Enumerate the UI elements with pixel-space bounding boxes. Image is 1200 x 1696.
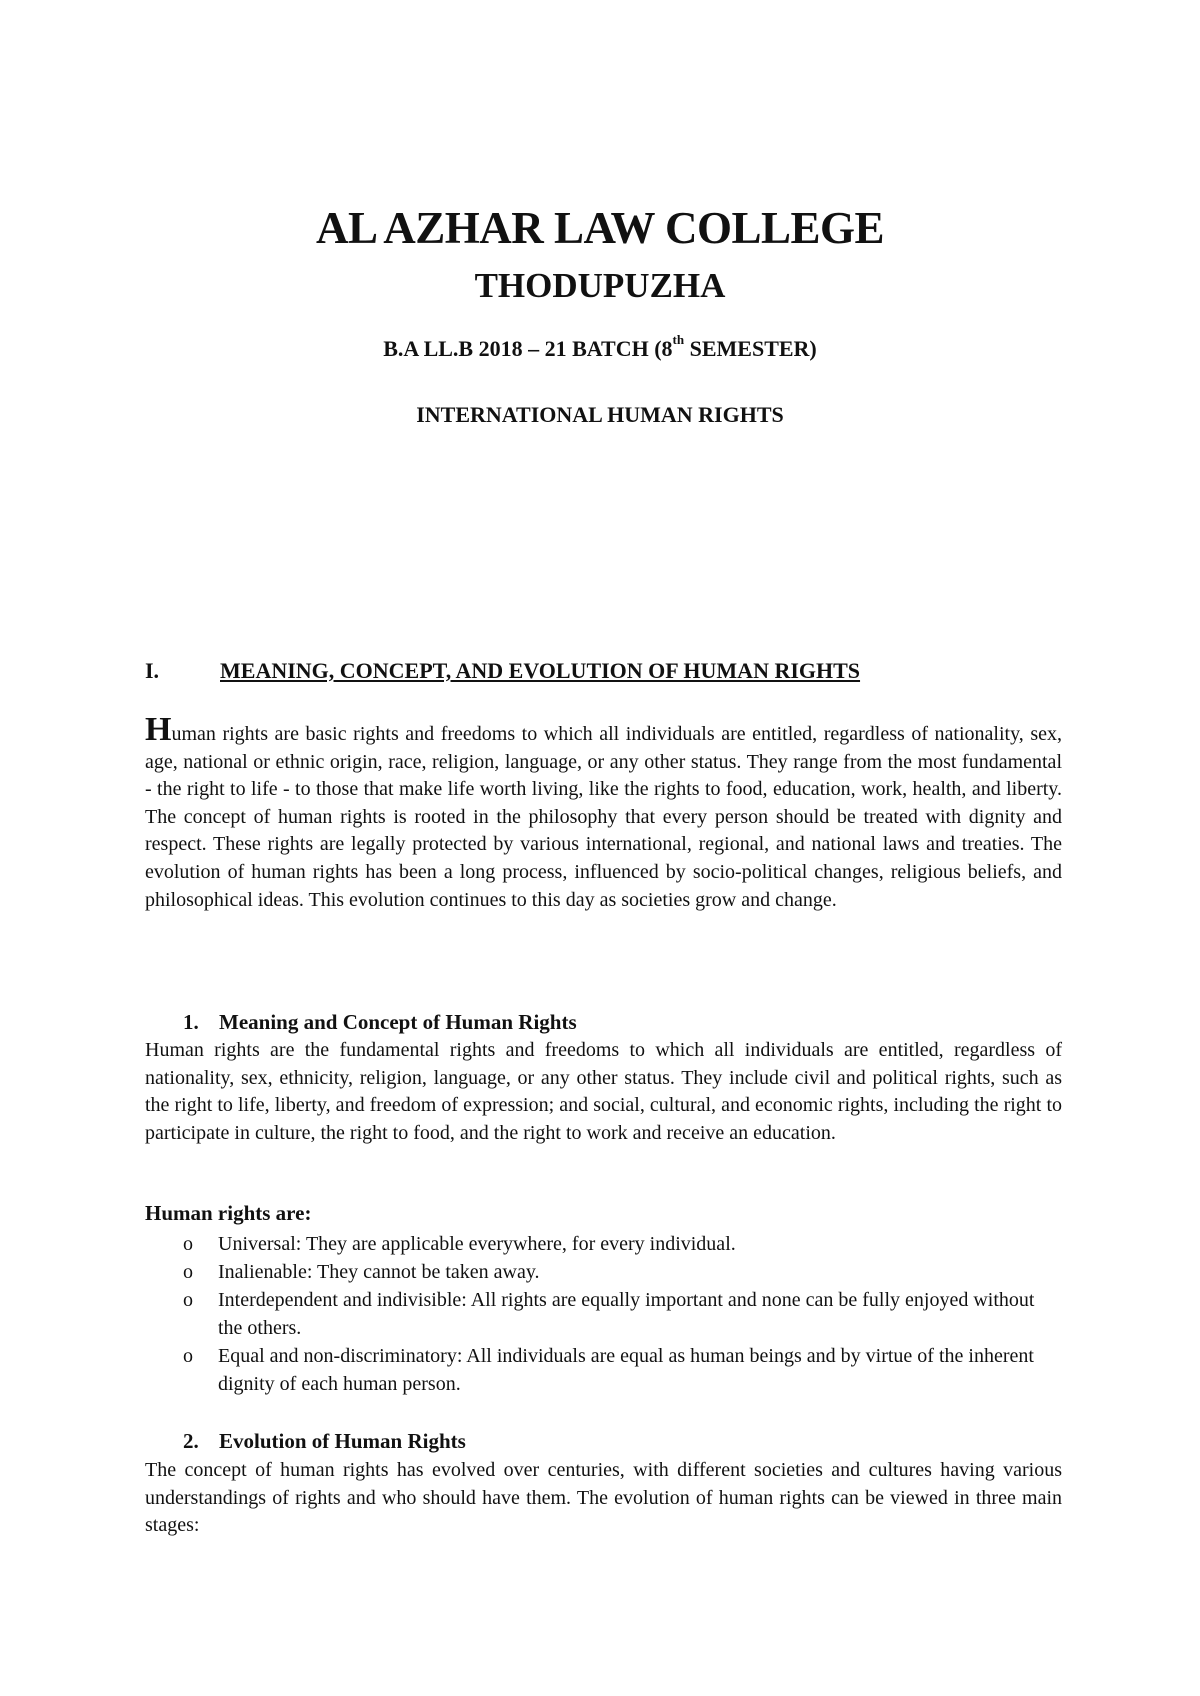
subsection-heading-evolution [183, 1429, 466, 1454]
list-item [145, 1230, 1062, 1258]
batch-prefix: B.A LL.B 2018 – 21 BATCH (8 [383, 336, 673, 361]
bullet-marker: o [183, 1345, 193, 1367]
evolution-paragraph: The concept of human rights has evolved over centuries, with different societies and cultures having various understandings of rights and who should have them. The evolution of human rights can be viewed in three main stages: [145, 1459, 1062, 1537]
intro-paragraph [145, 711, 1062, 914]
college-place: THODUPUZHA [474, 266, 726, 305]
characteristics-heading: Human rights are: [145, 1201, 312, 1225]
bullet-marker: o [183, 1261, 193, 1283]
list-item-text: Inalienable: They cannot be taken away. [218, 1261, 540, 1283]
subsection-title: Meaning and Concept of Human Rights [219, 1010, 577, 1034]
meaning-paragraph: Human rights are the fundamental rights and freedoms to which all individuals are entitled, regardless of nationality, sex, ethnicity, religion, language, or any other status. They include civil and political rights, such as the right to life, liberty, and freedom of expression; and social, cultural, and economic rights, including the right to participate in culture, the right to food, and the right to work and receive an education. [145, 1039, 1062, 1144]
list-item-text: Interdependent and indivisible: All rights are equally important and none can be fully enjoyed without the others. [218, 1289, 1035, 1339]
list-item-text: Equal and non-discriminatory: All individuals are equal as human beings and by virtue of the inherent dignity of each human person. [218, 1345, 1034, 1395]
subsection-heading-meaning [183, 1010, 577, 1035]
batch-superscript: th [672, 332, 685, 347]
list-item [145, 1286, 1062, 1342]
bullet-marker: o [183, 1289, 193, 1311]
list-item [145, 1342, 1062, 1398]
subject-title: INTERNATIONAL HUMAN RIGHTS [416, 402, 784, 427]
section-number: I. [145, 658, 160, 683]
characteristics-list [145, 1230, 1062, 1398]
bullet-marker: o [183, 1233, 193, 1255]
intro-text: uman rights are basic rights and freedoms to which all individuals are entitled, regardless of nationality, sex, age, national or ethnic origin, race, religion, language, or any other status. They range from the most fundamental - the right to life - to those that make life worth living, like the rights to food, education, work, health, and liberty. The concept of human rights is rooted in the philosophy that every person should be treated with dignity and respect. These rights are legally protected by various international, regional, and national laws and treaties. The evolution of human rights has been a long process, influenced by socio-political changes, religious beliefs, and philosophical ideas. This evolution continues to this day as societies grow and change. [145, 723, 1062, 911]
subsection-title: Evolution of Human Rights [219, 1429, 466, 1453]
subsection-number: 2. [183, 1429, 199, 1453]
batch-line [0, 332, 1200, 362]
intro-initial: H [145, 711, 172, 748]
list-item-text: Universal: They are applicable everywhere, for every individual. [218, 1233, 736, 1255]
section-title: MEANING, CONCEPT, AND EVOLUTION OF HUMAN RIGHTS [220, 658, 861, 683]
college-name: AL AZHAR LAW COLLEGE [315, 203, 885, 253]
batch-suffix: SEMESTER) [684, 336, 817, 361]
list-item [145, 1258, 1062, 1286]
subsection-number: 1. [183, 1010, 199, 1034]
